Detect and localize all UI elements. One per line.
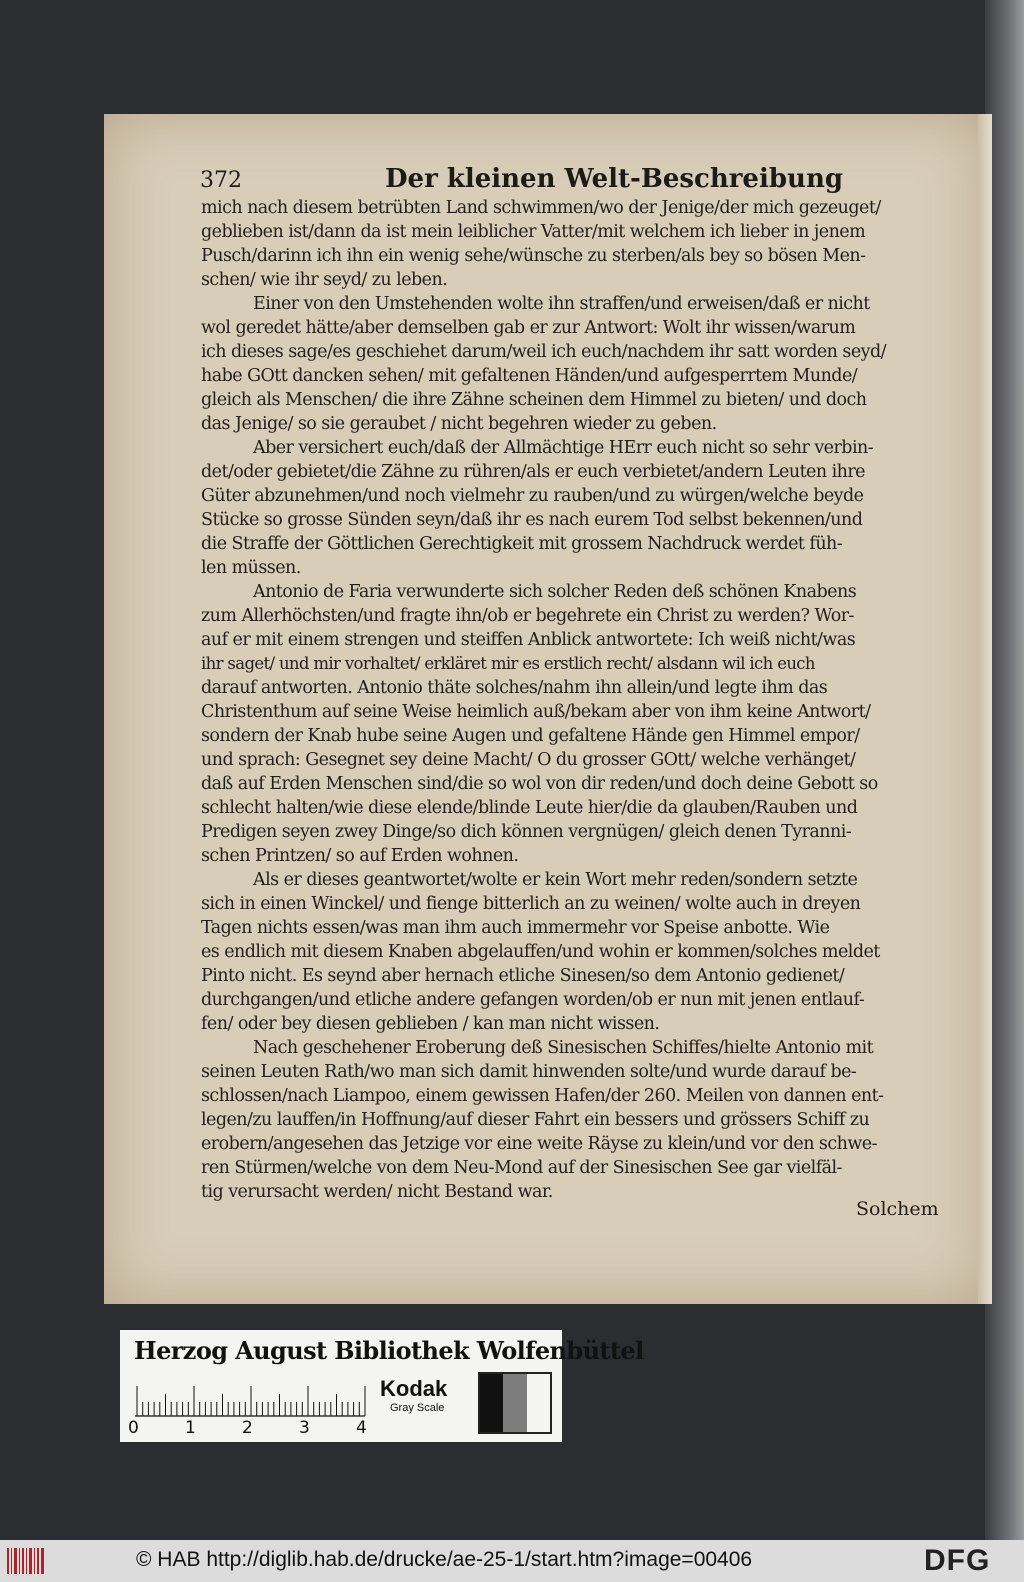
text-line: darauf antworten. Antonio thäte solches/nahm ihn allein/und legte ihm das xyxy=(201,678,828,698)
page-number: 372 xyxy=(200,168,242,193)
running-title: Der kleinen Welt-Beschreibung xyxy=(385,164,844,194)
library-name: Herzog August Bibliothek Wolfenbüttel xyxy=(134,1336,644,1365)
ruler-scale xyxy=(135,1378,367,1418)
text-line: ren Stürmen/welche von dem Neu-Mond auf der Sinesischen See gar vielfäl- xyxy=(201,1158,842,1178)
catchword: Solchem xyxy=(856,1198,939,1220)
ruler-label: 0 xyxy=(128,1418,139,1438)
gray-swatch-white xyxy=(527,1374,550,1432)
dfg-logo: DFG xyxy=(924,1544,991,1577)
ruler-label: 3 xyxy=(299,1418,310,1438)
text-line: tig verursacht werden/ nicht Bestand war. xyxy=(201,1182,553,1202)
text-line: und sprach: Gesegnet sey deine Macht/ O du grosser GOtt/ welche verhänget/ xyxy=(201,750,856,770)
ruler-label: 2 xyxy=(242,1418,253,1438)
text-line: Aber versichert euch/daß der Allmächtige HErr euch nicht so sehr verbin- xyxy=(253,438,874,458)
kodak-logo: Kodak xyxy=(380,1376,448,1401)
text-line: det/oder gebietet/die Zähne zu rühren/als er euch verbietet/andern Leuten ihre xyxy=(201,462,865,482)
ruler-label: 1 xyxy=(185,1418,196,1438)
text-line: geblieben ist/dann da ist mein leiblicher Vatter/mit welchem ich lieber in jenem xyxy=(201,222,866,242)
page-edge xyxy=(978,114,992,1304)
gray-scale-patch xyxy=(478,1372,552,1434)
text-line: auf er mit einem strengen und steiffen Anblick antwortete: Ich weiß nicht/was xyxy=(201,630,856,650)
text-line: erobern/angesehen das Jetzige vor eine weite Räyse zu klein/und vor den schwe- xyxy=(201,1134,877,1154)
text-line: schlossen/nach Liampoo, einem gewissen Hafen/der 260. Meilen von dannen ent- xyxy=(201,1086,884,1106)
text-line: Pinto nicht. Es seynd aber hernach etliche Sinesen/so dem Antonio gedienet/ xyxy=(201,966,845,986)
text-line: Predigen seyen zwey Dinge/so dich können vergnügen/ gleich denen Tyranni- xyxy=(201,822,852,842)
gray-swatch-mid xyxy=(503,1374,526,1432)
text-line: Tagen nichts essen/was man ihm auch immermehr vor Speise anbotte. Wie xyxy=(201,918,830,938)
body-text xyxy=(201,196,945,1204)
color-reference-card xyxy=(120,1330,644,1442)
text-line: Einer von den Umstehenden wolte ihn straffen/und erweisen/daß er nicht xyxy=(253,294,870,314)
text-line: ihr saget/ und mir vorhaltet/ erkläret mir es erstlich recht/ alsdann wil ich euch xyxy=(201,654,815,673)
text-line: Stücke so grosse Sünden seyn/daß ihr es nach eurem Tod selbst bekennen/und xyxy=(201,510,863,530)
text-line: Antonio de Faria verwunderte sich solcher Reden deß schönen Knabens xyxy=(253,582,857,602)
gray-scale-label: Gray Scale xyxy=(390,1402,445,1414)
text-line: das Jenige/ so sie geraubet / nicht begehren wieder zu geben. xyxy=(201,414,717,434)
copyright-link[interactable]: © HAB http://diglib.hab.de/drucke/ae-25-1/start.htm?image=00406 xyxy=(136,1548,753,1571)
text-line: wol geredet hätte/aber demselben gab er zur Antwort: Wolt ihr wissen/warum xyxy=(201,318,856,338)
text-line: es endlich mit diesem Knaben abgelauffen/und wohin er kommen/solches meldet xyxy=(201,942,880,962)
text-line: sondern der Knab hube seine Augen und gefaltene Hände gen Himmel empor/ xyxy=(201,726,860,746)
text-line: zum Allerhöchsten/und fragte ihn/ob er begehrete ein Christ zu werden? Wor- xyxy=(201,606,854,626)
text-line: Nach geschehener Eroberung deß Sinesischen Schiffes/hielte Antonio mit xyxy=(253,1038,874,1058)
text-line: schen/ wie ihr seyd/ zu leben. xyxy=(201,270,448,290)
barcode-icon xyxy=(6,1546,46,1576)
ruler-labels xyxy=(128,1418,378,1438)
text-line: schlecht halten/wie diese elende/blinde Leute hier/die da glauben/Rauben und xyxy=(201,798,858,818)
text-line: durchgangen/und etliche andere gefangen worden/ob er nun mit jenen entlauf- xyxy=(201,990,865,1010)
text-line: mich nach diesem betrübten Land schwimmen/wo der Jenige/der mich gezeuget/ xyxy=(201,198,881,218)
gray-swatch-black xyxy=(480,1374,503,1432)
text-line: fen/ oder bey diesen geblieben / kan man nicht wissen. xyxy=(201,1014,660,1034)
text-line: sich in einen Winckel/ und fienge bitterlich an zu weinen/ wolte auch in dreyen xyxy=(201,894,861,914)
page-header xyxy=(200,164,844,198)
text-line: Christenthum auf seine Weise heimlich auß/bekam aber von ihm keine Antwort/ xyxy=(201,702,871,722)
footer-bar xyxy=(0,1540,1024,1582)
text-line: legen/zu lauffen/in Hoffnung/auf dieser Fahrt ein bessers und grössers Schiff zu xyxy=(201,1110,870,1130)
ruler-label: 4 xyxy=(356,1418,367,1438)
text-line: die Straffe der Göttlichen Gerechtigkeit mit grossem Nachdruck werdet füh- xyxy=(201,534,843,554)
text-line: len müssen. xyxy=(201,558,301,578)
text-line: seinen Leuten Rath/wo man sich damit hinwenden solte/und wurde darauf be- xyxy=(201,1062,857,1082)
text-line: habe GOtt dancken sehen/ mit gefaltenen Händen/und aufgesperrtem Munde/ xyxy=(201,366,858,386)
text-line: daß auf Erden Menschen sind/die so wol von dir reden/und doch deine Gebott so xyxy=(201,774,878,794)
text-line: schen Printzen/ so auf Erden wohnen. xyxy=(201,846,519,866)
text-line: Güter abzunehmen/und noch vielmehr zu rauben/und zu würgen/welche beyde xyxy=(201,486,864,506)
text-line: Pusch/darinn ich ihn ein wenig sehe/wünsche zu sterben/als bey so bösen Men- xyxy=(201,246,866,266)
text-line: ich dieses sage/es geschiehet darum/weil ich euch/nachdem ihr satt worden seyd/ xyxy=(201,342,886,362)
text-line: gleich als Menschen/ die ihre Zähne scheinen dem Himmel zu bieten/ und doch xyxy=(201,390,867,410)
text-line: Als er dieses geantwortet/wolte er kein Wort mehr reden/sondern setzte xyxy=(253,870,858,890)
